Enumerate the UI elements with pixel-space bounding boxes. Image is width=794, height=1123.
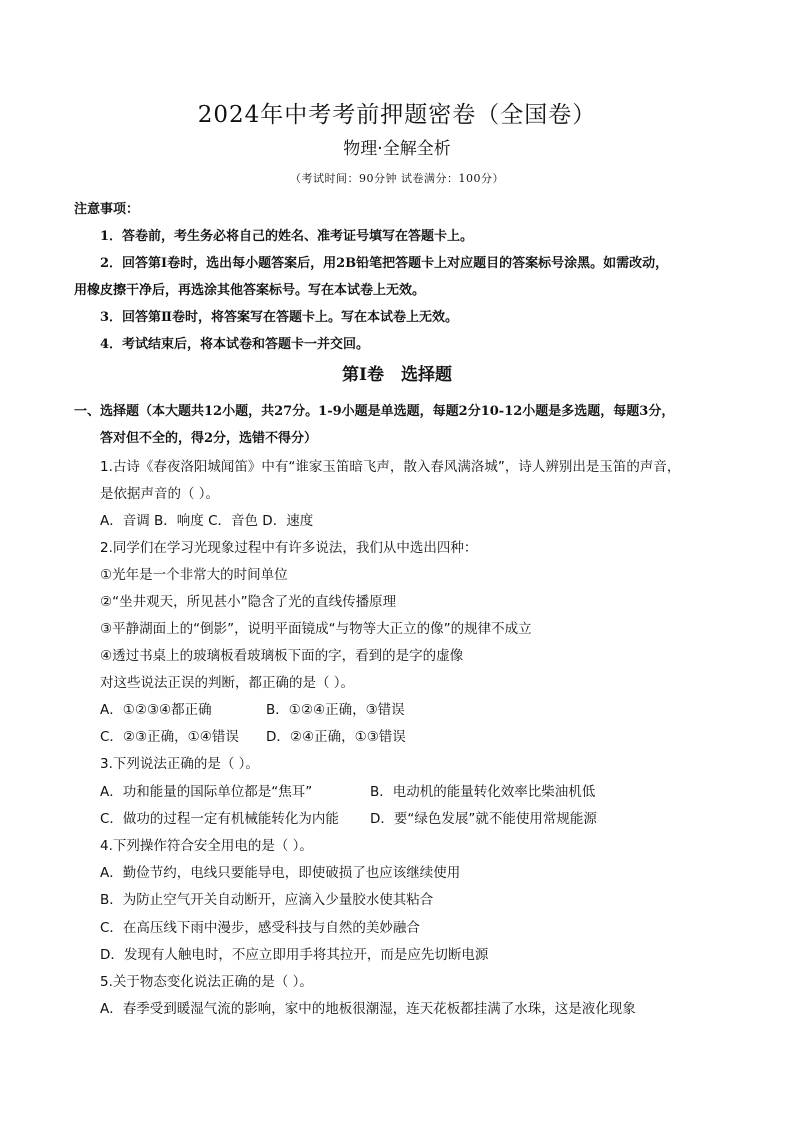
notice-item-4: 4．考试结束后，将本试卷和答题卡一并交回。 <box>100 337 370 352</box>
q5-stem: 5.关于物态变化说法正确的是（ ）。 <box>100 974 313 990</box>
q2-option-b: B．①②④正确，③错误 <box>266 702 405 718</box>
q4-option-a: A．勤俭节约，电线只要能导电，即使破损了也应该继续使用 <box>100 865 461 881</box>
q2-statement-1: ①光年是一个非常大的时间单位 <box>100 567 288 583</box>
q2-stem: 2.同学们在学习光现象过程中有许多说法，我们从中选出四种： <box>100 540 478 556</box>
notice-item-3: 3．回答第Ⅱ卷时，将答案写在答题卡上。写在本试卷上无效。 <box>100 310 459 325</box>
section-intro-line1: 一、选择题（本大题共12小题，共27分。1-9小题是单选题，每题2分10-12小题是多选题，每题3分， <box>74 404 675 419</box>
q2-statement-4: ④透过书桌上的玻璃板看玻璃板下面的字，看到的是字的虚像 <box>100 648 464 664</box>
time-info: （考试时间：90分钟 试卷满分：100分） <box>290 172 504 185</box>
q2-option-a: A．①②③④都正确 <box>100 702 212 718</box>
q4-option-b: B．为防止空气开关自动断开，应滴入少量胶水使其粘合 <box>100 892 434 908</box>
notice-heading: 注意事项： <box>74 202 140 217</box>
q4-stem: 4.下列操作符合安全用电的是（ ）。 <box>100 838 313 854</box>
q5-option-a: A．春季受到暖湿气流的影响，家中的地板很潮湿，连天花板都挂满了水珠，这是液化现象 <box>100 1001 636 1017</box>
q1-stem-line1: 1.古诗《春夜洛阳城闻笛》中有“谁家玉笛暗飞声，散入春风满洛城”，诗人辨别出是玉笛的声音， <box>100 459 681 475</box>
exam-title: 2024年中考考前押题密卷（全国卷） <box>197 102 597 128</box>
q3-option-b: B．电动机的能量转化效率比柴油机低 <box>370 784 596 800</box>
q2-option-c: C．②③正确，①④错误 <box>100 729 239 745</box>
q3-option-d: D．要“绿色发展”就不能使用常规能源 <box>370 811 597 827</box>
notice-item-2: 2．回答第Ⅰ卷时，选出每小题答案后，用2B铅笔把答题卡上对应题目的答案标号涂黑。如需改动， <box>100 256 669 271</box>
q4-option-d: D．发现有人触电时，不应立即用手将其拉开，而是应先切断电源 <box>100 947 489 963</box>
q1-options: A．音调 B．响度 C．音色 D．速度 <box>100 513 314 529</box>
section-title: 第Ⅰ卷 选择题 <box>342 365 452 385</box>
notice-item-2-cont: 用橡皮擦干净后，再选涂其他答案标号。写在本试卷上无效。 <box>74 283 426 298</box>
q2-statement-2: ②“坐井观天，所见甚小”隐含了光的直线传播原理 <box>100 594 397 610</box>
q3-stem: 3.下列说法正确的是（ ）。 <box>100 756 259 772</box>
q4-option-c: C．在高压线下雨中漫步，感受科技与自然的美妙融合 <box>100 920 420 936</box>
q2-statement-3: ③平静湖面上的“倒影”，说明平面镜成“与物等大正立的像”的规律不成立 <box>100 621 532 637</box>
section-intro-line2: 答对但不全的，得2分，选错不得分） <box>100 431 318 446</box>
q3-option-c: C．做功的过程一定有机械能转化为内能 <box>100 811 339 827</box>
exam-subtitle: 物理·全解全析 <box>343 139 451 159</box>
q2-option-d: D．②④正确，①③错误 <box>266 729 406 745</box>
q3-option-a: A．功和能量的国际单位都是“焦耳” <box>100 784 313 800</box>
q2-question: 对这些说法正误的判断，都正确的是（ ）。 <box>100 675 355 691</box>
notice-item-1: 1．答卷前，考生务必将自己的姓名、准考证号填写在答题卡上。 <box>100 229 474 244</box>
q1-stem-line2: 是依据声音的（ ）。 <box>100 486 220 502</box>
